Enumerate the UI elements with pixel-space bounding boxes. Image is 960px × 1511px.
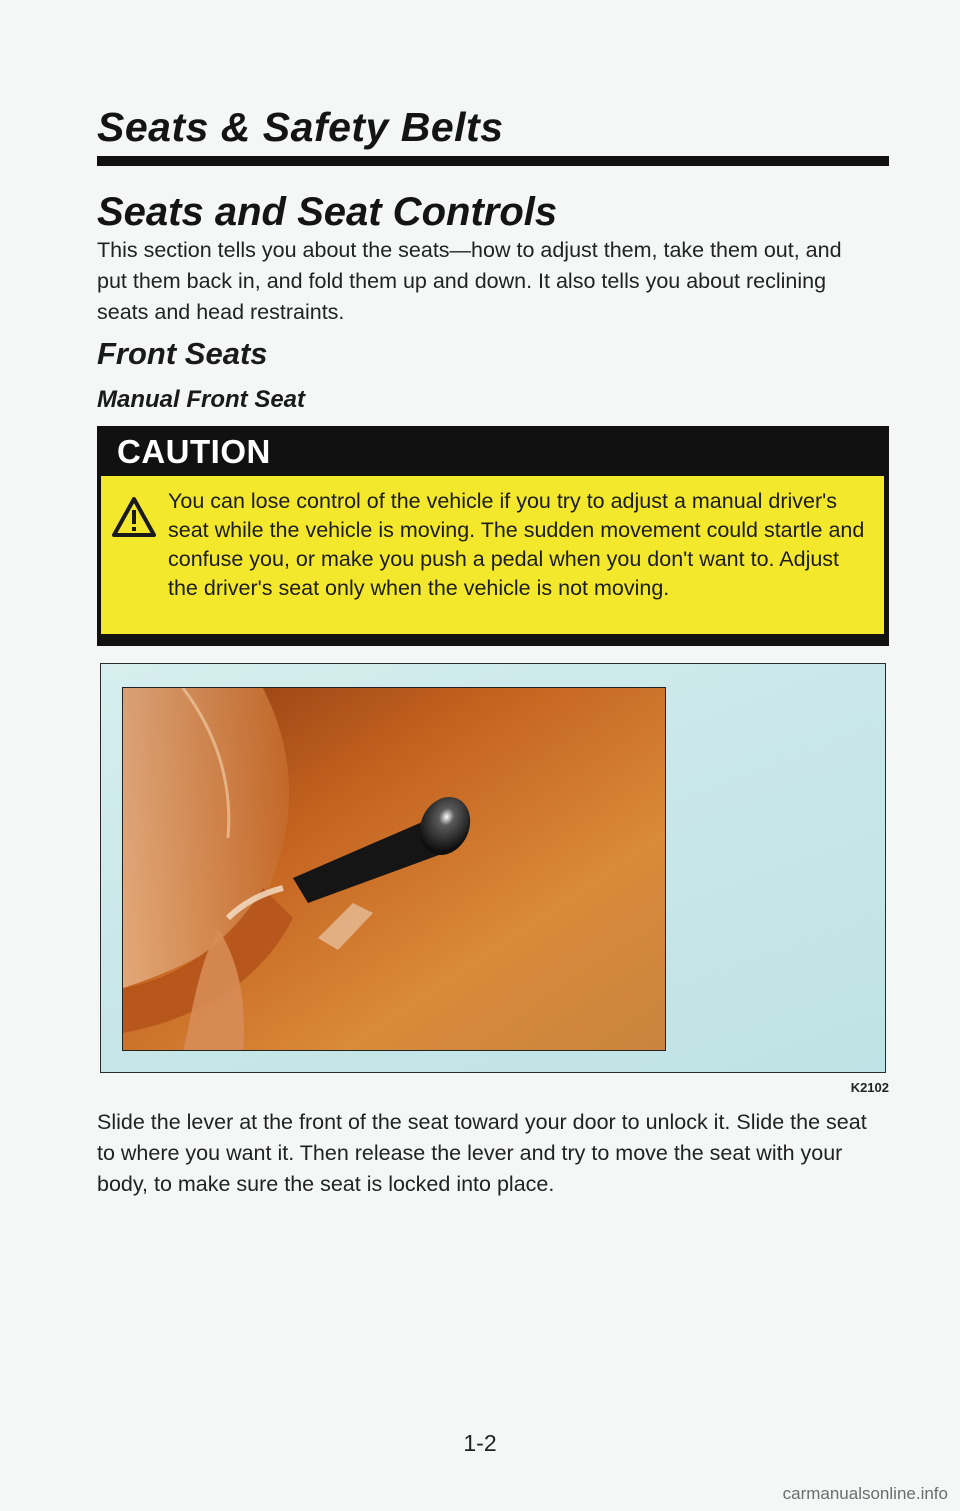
caution-box [97, 426, 889, 646]
figure-id: K2102 [850, 1080, 889, 1095]
subsection-title: Front Seats [97, 336, 268, 371]
caution-body [101, 476, 884, 634]
section-title: Seats and Seat Controls [97, 190, 558, 234]
chapter-title: Seats & Safety Belts [97, 104, 504, 150]
watermark-text[interactable]: carmanualsonline.info [782, 1484, 948, 1503]
caution-header: CAUTION [117, 433, 271, 470]
seat-lever-illustration [123, 688, 666, 1051]
caution-text: You can lose control of the vehicle if you try to adjust a manual driver's seat while the vehicle is moving. The sudden movement could startle and confuse you, or make you push a pedal when you don't want to. Adjust the driver's seat only when the vehicle is not moving. [168, 489, 865, 600]
section-intro: This section tells you about the seats—how to adjust them, take them out, and put them back in, and fold them up and down. It also tells you about reclining seats and head restraints. [97, 238, 842, 324]
seat-lever-photo [122, 687, 666, 1051]
sub-subsection-title: Manual Front Seat [97, 386, 306, 413]
figure-frame [100, 663, 886, 1073]
warning-triangle-icon [112, 497, 156, 537]
chapter-rule [97, 156, 889, 166]
instruction-text: Slide the lever at the front of the seat toward your door to unlock it. Slide the seat to where you want it. Then release the lever and try to move the seat with your body, to make sure the seat is locked into place. [97, 1110, 867, 1196]
page-number: 1-2 [463, 1430, 497, 1456]
